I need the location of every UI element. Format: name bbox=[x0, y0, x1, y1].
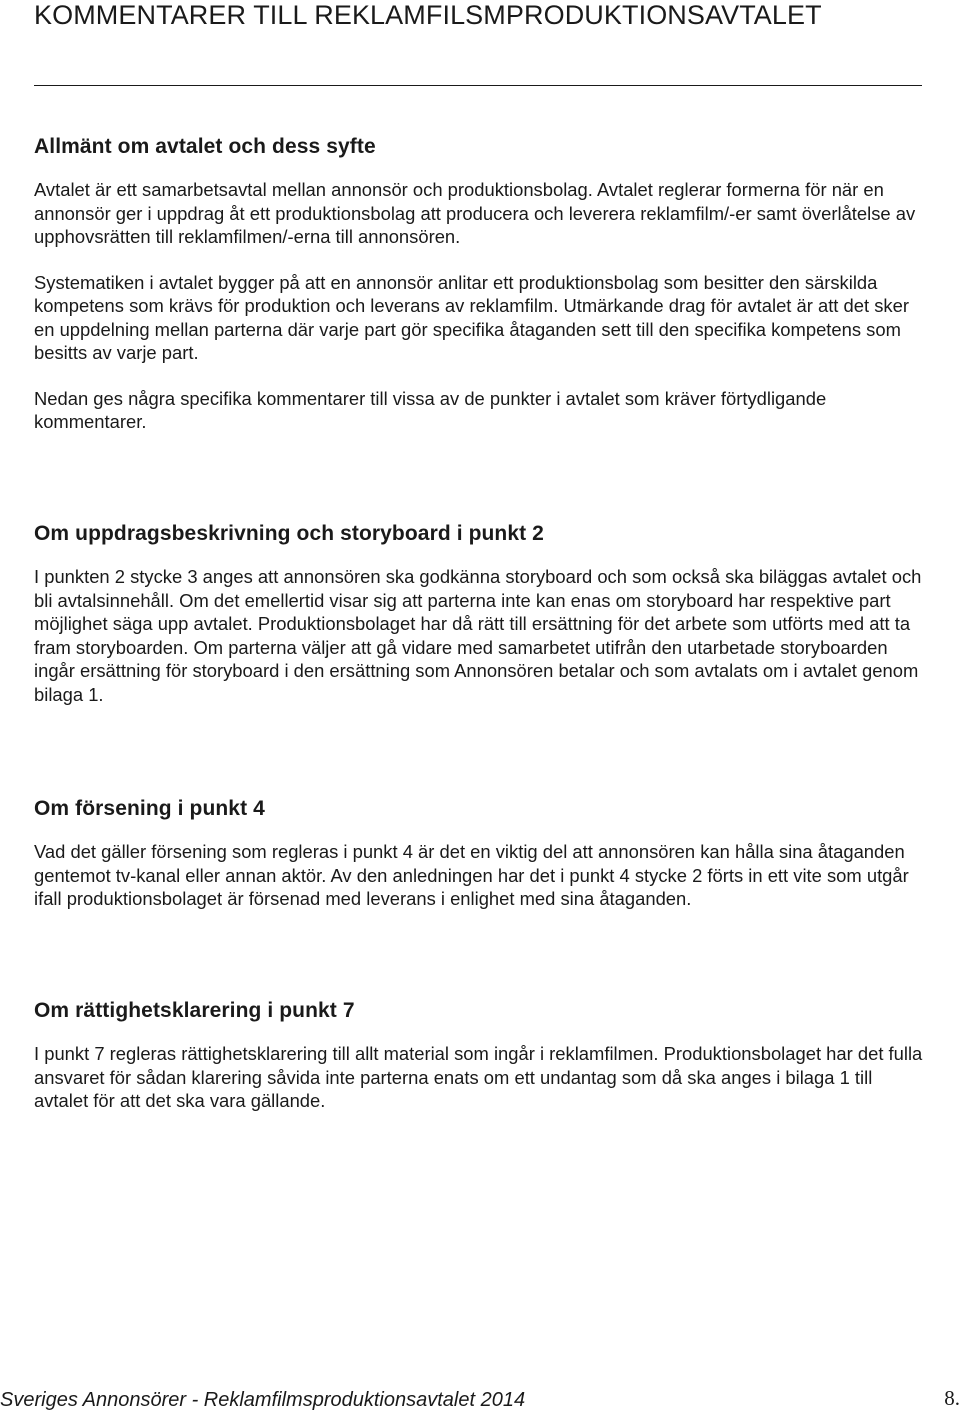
paragraph: I punkten 2 stycke 3 anges att annonsören ska godkänna storyboard och som också ska biläggas avtalet och bli avtalsinnehåll. Om det emellertid visar sig att parterna inte kan enas om storyboard har respektive part möjlighet säga upp avtalet. Produktionsbolaget har då rätt till ersättning för det arbete som utförts med att ta fram storyboarden. Om parterna väljer att gå vidare med samarbetet utifrån den utarbetade storyboarden ingår ersättning för storyboard i den ersättning som Annonsören betalar och som avtalats om i avtalet genom bilaga 1. bbox=[34, 566, 922, 705]
section-heading: Allmänt om avtalet och dess syfte bbox=[34, 135, 376, 158]
section-heading: Om försening i punkt 4 bbox=[34, 797, 265, 820]
section-general bbox=[34, 134, 929, 434]
section-heading: Om rättighetsklarering i punkt 7 bbox=[34, 999, 355, 1022]
paragraph: Avtalet är ett samarbetsavtal mellan annonsör och produktionsbolag. Avtalet reglerar formerna för när en annonsör ger i uppdrag åt ett produktionsbolag att producera och leverera reklamfilm/-er samt överlåtelse av upphovsrätten till reklamfilmen/-erna till annonsören. bbox=[34, 179, 916, 247]
section-delay bbox=[34, 796, 929, 911]
page-title: KOMMENTARER TILL REKLAMFILSMPRODUKTIONSAVTALET bbox=[34, 0, 822, 30]
page-number: 8. bbox=[944, 1386, 960, 1410]
paragraph: Systematiken i avtalet bygger på att en annonsör anlitar ett produktionsbolag som besitter den särskilda kompetens som krävs för produktion och leverans av reklamfilm. Utmärkande drag för avtalet är att det sker en uppdelning mellan parterna där varje part gör specifika åtaganden sett till den specifika kompetens som besitts av varje part. bbox=[34, 271, 909, 363]
title-divider bbox=[34, 85, 922, 86]
section-heading: Om uppdragsbeskrivning och storyboard i punkt 2 bbox=[34, 522, 544, 545]
paragraph: Vad det gäller försening som regleras i punkt 4 är det en viktig del att annonsören kan hålla sina åtaganden gentemot tv-kanal eller annan aktör. Av den anledningen har det i punkt 4 stycke 2 förts in ett vite som utgår ifall produktionsbolaget är försenad med leverans i enlighet med sina åtaganden. bbox=[34, 841, 909, 909]
section-rights-clearance bbox=[34, 998, 929, 1113]
paragraph: Nedan ges några specifika kommentarer till vissa av de punkter i avtalet som kräver förtydligande kommentarer. bbox=[34, 387, 827, 432]
section-storyboard bbox=[34, 521, 929, 706]
paragraph: I punkt 7 regleras rättighetsklarering till allt material som ingår i reklamfilmen. Produktionsbolaget har det fulla ansvaret för sådan klarering såvida inte parterna enats om ett undantag som då ska anges i bilaga 1 till avtalet för att det ska vara gällande. bbox=[34, 1043, 923, 1111]
footer-publication: Sveriges Annonsörer - Reklamfilmsproduktionsavtalet 2014 bbox=[0, 1389, 526, 1411]
